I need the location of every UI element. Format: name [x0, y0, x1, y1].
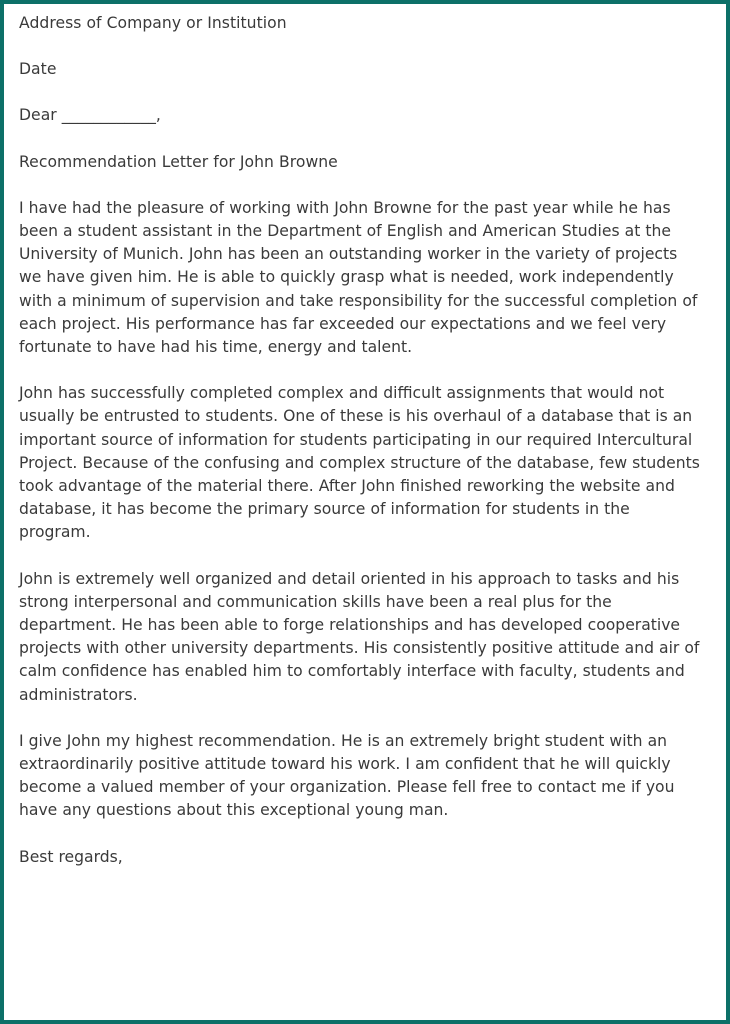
body-paragraph-1: I have had the pleasure of working with John Browne for the past year while he has been a student assistant in the Department of English and American Studies at the University of Munich. John has been an outstanding worker in the variety of projects we have given him. He is able to quickly grasp what is needed, work independently with a minimum of supervision and take responsibility for the successful completion of each project. His performance has far exceeded our expectations and we feel very fortunate to have had his time, energy and talent.	[19, 198, 698, 357]
letter-content-area	[4, 4, 726, 1020]
salutation-line: Dear ____________,	[19, 106, 161, 125]
recipient-address-line: Address of Company or Institution	[19, 14, 287, 32]
body-paragraph-3: John is extremely well organized and detail oriented in his approach to tasks and his strong interpersonal and communication skills have been a real plus for the department. He has been able to forge relationships and has developed cooperative projects with other university departments. His consistently positive attitude and air of calm confidence has enabled him to comfortably interface with faculty, students and administrators.	[19, 569, 700, 704]
body-paragraph-2: John has successfully completed complex and difficult assignments that would not usually be entrusted to students. One of these is his overhaul of a database that is an important source of information for students participating in our required Intercultural Project. Because of the confusing and complex structure of the database, few students took advantage of the material there. After John finished reworking the website and database, it has become the primary source of information for students in the program.	[19, 384, 700, 542]
date-line: Date	[19, 60, 57, 79]
body-paragraph-4: I give John my highest recommendation. He is an extremely bright student with an extraordinarily positive attitude toward his work. I am confident that he will quickly become a valued member of your organization. Please fell free to contact me if you have any questions about this exceptional young man.	[19, 731, 675, 820]
subject-heading: Recommendation Letter for John Browne	[19, 152, 338, 171]
closing-salutation: Best regards,	[19, 847, 123, 866]
